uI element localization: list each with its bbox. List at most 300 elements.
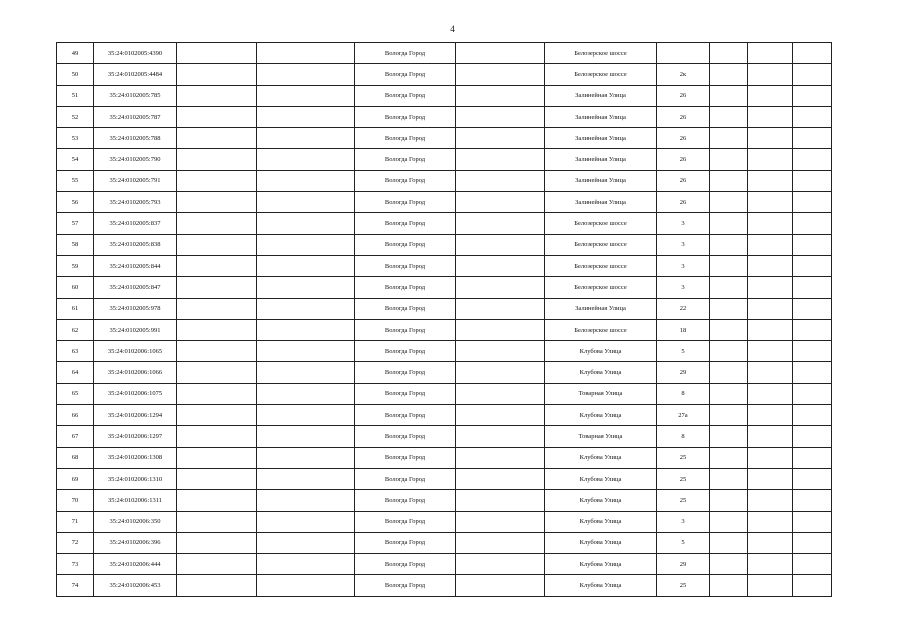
city-cell: Вологда Город (355, 554, 456, 575)
empty-cell (710, 128, 748, 149)
cadastral-number-cell: 35:24:0102005:4484 (94, 64, 177, 85)
house-cell: 26 (657, 192, 710, 213)
city-cell: Вологда Город (355, 255, 456, 276)
empty-cell (257, 554, 355, 575)
empty-cell (793, 43, 832, 64)
empty-cell (793, 554, 832, 575)
empty-cell (177, 341, 257, 362)
empty-cell (710, 319, 748, 340)
empty-cell (793, 234, 832, 255)
empty-cell (456, 128, 545, 149)
empty-cell (710, 341, 748, 362)
row-number-cell: 64 (57, 362, 94, 383)
row-number-cell: 66 (57, 405, 94, 426)
empty-cell (456, 43, 545, 64)
street-cell: Клубова Улица (545, 575, 657, 596)
empty-cell (456, 213, 545, 234)
empty-cell (710, 532, 748, 553)
empty-cell (257, 43, 355, 64)
empty-cell (748, 362, 793, 383)
empty-cell (456, 170, 545, 191)
street-cell: Клубова Улица (545, 490, 657, 511)
empty-cell (456, 511, 545, 532)
table-row (57, 298, 832, 319)
house-cell: 29 (657, 554, 710, 575)
cadastral-number-cell: 35:24:0102005:793 (94, 192, 177, 213)
city-cell: Вологда Город (355, 277, 456, 298)
city-cell: Вологда Город (355, 64, 456, 85)
city-cell: Вологда Город (355, 128, 456, 149)
empty-cell (257, 192, 355, 213)
table-body (57, 43, 832, 597)
empty-cell (793, 85, 832, 106)
empty-cell (456, 447, 545, 468)
cadastral-number-cell: 35:24:0102006:1075 (94, 383, 177, 404)
empty-cell (793, 468, 832, 489)
table-row (57, 511, 832, 532)
table-row (57, 213, 832, 234)
city-cell: Вологда Город (355, 362, 456, 383)
empty-cell (177, 192, 257, 213)
empty-cell (177, 298, 257, 319)
empty-cell (177, 447, 257, 468)
table-row (57, 192, 832, 213)
empty-cell (456, 341, 545, 362)
house-cell: 8 (657, 426, 710, 447)
empty-cell (177, 554, 257, 575)
row-number-cell: 67 (57, 426, 94, 447)
house-cell: 18 (657, 319, 710, 340)
empty-cell (793, 532, 832, 553)
table-row (57, 170, 832, 191)
empty-cell (748, 255, 793, 276)
empty-cell (177, 575, 257, 596)
empty-cell (793, 362, 832, 383)
street-cell: Белозерское шоссе (545, 43, 657, 64)
empty-cell (456, 64, 545, 85)
house-cell: 3 (657, 277, 710, 298)
street-cell: Залинейная Улица (545, 85, 657, 106)
empty-cell (710, 362, 748, 383)
street-cell: Клубова Улица (545, 511, 657, 532)
street-cell: Клубова Улица (545, 341, 657, 362)
empty-cell (177, 128, 257, 149)
page-number: 4 (450, 24, 455, 34)
empty-cell (257, 362, 355, 383)
empty-cell (710, 85, 748, 106)
street-cell: Залинейная Улица (545, 106, 657, 127)
empty-cell (456, 405, 545, 426)
row-number-cell: 63 (57, 341, 94, 362)
empty-cell (748, 405, 793, 426)
cadastral-number-cell: 35:24:0102005:847 (94, 277, 177, 298)
cadastral-number-cell: 35:24:0102006:350 (94, 511, 177, 532)
empty-cell (177, 64, 257, 85)
table-row (57, 575, 832, 596)
house-cell: 29 (657, 362, 710, 383)
row-number-cell: 56 (57, 192, 94, 213)
street-cell: Белозерское шоссе (545, 234, 657, 255)
street-cell: Товарная Улица (545, 426, 657, 447)
street-cell: Залинейная Улица (545, 149, 657, 170)
row-number-cell: 70 (57, 490, 94, 511)
empty-cell (257, 64, 355, 85)
empty-cell (257, 149, 355, 170)
city-cell: Вологда Город (355, 511, 456, 532)
street-cell: Залинейная Улица (545, 298, 657, 319)
empty-cell (257, 170, 355, 191)
empty-cell (456, 234, 545, 255)
cadastral-number-cell: 35:24:0102005:788 (94, 128, 177, 149)
empty-cell (748, 468, 793, 489)
empty-cell (748, 447, 793, 468)
cadastral-number-cell: 35:24:0102006:1310 (94, 468, 177, 489)
cadastral-number-cell: 35:24:0102005:978 (94, 298, 177, 319)
cadastral-number-cell: 35:24:0102006:1066 (94, 362, 177, 383)
empty-cell (257, 341, 355, 362)
empty-cell (748, 170, 793, 191)
empty-cell (793, 106, 832, 127)
city-cell: Вологда Город (355, 170, 456, 191)
city-cell: Вологда Город (355, 490, 456, 511)
street-cell: Клубова Улица (545, 405, 657, 426)
empty-cell (710, 149, 748, 170)
empty-cell (793, 128, 832, 149)
empty-cell (710, 426, 748, 447)
empty-cell (177, 532, 257, 553)
street-cell: Клубова Улица (545, 532, 657, 553)
empty-cell (748, 341, 793, 362)
empty-cell (793, 255, 832, 276)
table-row (57, 341, 832, 362)
table-row (57, 234, 832, 255)
cadastral-number-cell: 35:24:0102005:790 (94, 149, 177, 170)
cadastral-number-cell: 35:24:0102006:1065 (94, 341, 177, 362)
street-cell: Залинейная Улица (545, 128, 657, 149)
city-cell: Вологда Город (355, 532, 456, 553)
table-row (57, 362, 832, 383)
empty-cell (456, 362, 545, 383)
table-row (57, 554, 832, 575)
empty-cell (710, 468, 748, 489)
empty-cell (710, 383, 748, 404)
empty-cell (793, 511, 832, 532)
cadastral-number-cell: 35:24:0102005:791 (94, 170, 177, 191)
empty-cell (177, 426, 257, 447)
house-cell: 25 (657, 468, 710, 489)
street-cell: Клубова Улица (545, 447, 657, 468)
city-cell: Вологда Город (355, 85, 456, 106)
empty-cell (257, 447, 355, 468)
table-row (57, 277, 832, 298)
empty-cell (177, 149, 257, 170)
table-row (57, 128, 832, 149)
empty-cell (748, 511, 793, 532)
row-number-cell: 72 (57, 532, 94, 553)
empty-cell (456, 298, 545, 319)
street-cell: Белозерское шоссе (545, 64, 657, 85)
house-cell: 27а (657, 405, 710, 426)
empty-cell (710, 447, 748, 468)
table-row (57, 319, 832, 340)
empty-cell (793, 447, 832, 468)
empty-cell (456, 192, 545, 213)
table-row (57, 383, 832, 404)
empty-cell (257, 213, 355, 234)
empty-cell (456, 319, 545, 340)
table-row (57, 64, 832, 85)
empty-cell (793, 277, 832, 298)
house-cell: 3 (657, 255, 710, 276)
row-number-cell: 53 (57, 128, 94, 149)
street-cell: Залинейная Улица (545, 192, 657, 213)
empty-cell (177, 255, 257, 276)
empty-cell (748, 426, 793, 447)
city-cell: Вологда Город (355, 43, 456, 64)
empty-cell (710, 192, 748, 213)
empty-cell (748, 490, 793, 511)
cadastral-number-cell: 35:24:0102005:787 (94, 106, 177, 127)
street-cell: Залинейная Улица (545, 170, 657, 191)
empty-cell (456, 532, 545, 553)
city-cell: Вологда Город (355, 383, 456, 404)
empty-cell (748, 383, 793, 404)
empty-cell (177, 362, 257, 383)
empty-cell (793, 575, 832, 596)
empty-cell (748, 106, 793, 127)
empty-cell (793, 383, 832, 404)
house-cell (657, 43, 710, 64)
empty-cell (748, 234, 793, 255)
empty-cell (257, 405, 355, 426)
city-cell: Вологда Город (355, 192, 456, 213)
row-number-cell: 55 (57, 170, 94, 191)
cadastral-number-cell: 35:24:0102006:453 (94, 575, 177, 596)
row-number-cell: 68 (57, 447, 94, 468)
empty-cell (748, 128, 793, 149)
street-cell: Белозерское шоссе (545, 277, 657, 298)
empty-cell (710, 575, 748, 596)
row-number-cell: 61 (57, 298, 94, 319)
cadastral-table (56, 42, 832, 597)
empty-cell (456, 85, 545, 106)
row-number-cell: 52 (57, 106, 94, 127)
empty-cell (748, 532, 793, 553)
empty-cell (710, 170, 748, 191)
empty-cell (710, 255, 748, 276)
empty-cell (748, 85, 793, 106)
empty-cell (748, 192, 793, 213)
empty-cell (456, 106, 545, 127)
empty-cell (710, 405, 748, 426)
empty-cell (793, 298, 832, 319)
cadastral-number-cell: 35:24:0102005:4390 (94, 43, 177, 64)
street-cell: Белозерское шоссе (545, 319, 657, 340)
house-cell: 25 (657, 575, 710, 596)
cadastral-number-cell: 35:24:0102005:837 (94, 213, 177, 234)
empty-cell (177, 468, 257, 489)
empty-cell (793, 319, 832, 340)
table-row (57, 85, 832, 106)
empty-cell (710, 298, 748, 319)
empty-cell (257, 277, 355, 298)
empty-cell (257, 255, 355, 276)
empty-cell (257, 319, 355, 340)
city-cell: Вологда Город (355, 447, 456, 468)
empty-cell (257, 85, 355, 106)
empty-cell (748, 149, 793, 170)
table-row (57, 426, 832, 447)
empty-cell (456, 255, 545, 276)
empty-cell (793, 405, 832, 426)
empty-cell (177, 511, 257, 532)
empty-cell (456, 277, 545, 298)
city-cell: Вологда Город (355, 468, 456, 489)
house-cell: 3 (657, 234, 710, 255)
city-cell: Вологда Город (355, 319, 456, 340)
empty-cell (793, 341, 832, 362)
empty-cell (793, 426, 832, 447)
city-cell: Вологда Город (355, 106, 456, 127)
street-cell: Белозерское шоссе (545, 213, 657, 234)
table-row (57, 106, 832, 127)
cadastral-number-cell: 35:24:0102006:444 (94, 554, 177, 575)
empty-cell (257, 234, 355, 255)
empty-cell (748, 213, 793, 234)
row-number-cell: 65 (57, 383, 94, 404)
empty-cell (456, 383, 545, 404)
table-row (57, 43, 832, 64)
city-cell: Вологда Город (355, 234, 456, 255)
table-row (57, 255, 832, 276)
table-row (57, 447, 832, 468)
house-cell: 26 (657, 106, 710, 127)
row-number-cell: 73 (57, 554, 94, 575)
row-number-cell: 59 (57, 255, 94, 276)
row-number-cell: 58 (57, 234, 94, 255)
city-cell: Вологда Город (355, 213, 456, 234)
row-number-cell: 69 (57, 468, 94, 489)
house-cell: 5 (657, 341, 710, 362)
empty-cell (177, 383, 257, 404)
empty-cell (456, 149, 545, 170)
empty-cell (456, 468, 545, 489)
house-cell: 8 (657, 383, 710, 404)
empty-cell (177, 234, 257, 255)
empty-cell (710, 234, 748, 255)
empty-cell (456, 554, 545, 575)
cadastral-number-cell: 35:24:0102005:844 (94, 255, 177, 276)
empty-cell (177, 213, 257, 234)
house-cell: 26 (657, 85, 710, 106)
city-cell: Вологда Город (355, 405, 456, 426)
empty-cell (257, 426, 355, 447)
empty-cell (456, 575, 545, 596)
cadastral-number-cell: 35:24:0102006:1297 (94, 426, 177, 447)
house-cell: 26 (657, 170, 710, 191)
cadastral-number-cell: 35:24:0102006:1294 (94, 405, 177, 426)
street-cell: Клубова Улица (545, 362, 657, 383)
house-cell: 3 (657, 511, 710, 532)
house-cell: 25 (657, 490, 710, 511)
empty-cell (748, 554, 793, 575)
empty-cell (456, 490, 545, 511)
house-cell: 3 (657, 213, 710, 234)
city-cell: Вологда Город (355, 298, 456, 319)
empty-cell (177, 43, 257, 64)
empty-cell (257, 511, 355, 532)
cadastral-number-cell: 35:24:0102006:396 (94, 532, 177, 553)
row-number-cell: 49 (57, 43, 94, 64)
empty-cell (177, 490, 257, 511)
empty-cell (793, 149, 832, 170)
empty-cell (710, 554, 748, 575)
empty-cell (177, 85, 257, 106)
empty-cell (177, 319, 257, 340)
empty-cell (257, 383, 355, 404)
empty-cell (710, 64, 748, 85)
empty-cell (257, 298, 355, 319)
empty-cell (177, 277, 257, 298)
house-cell: 26 (657, 149, 710, 170)
empty-cell (793, 170, 832, 191)
empty-cell (177, 170, 257, 191)
house-cell: 26 (657, 128, 710, 149)
cadastral-number-cell: 35:24:0102005:838 (94, 234, 177, 255)
empty-cell (748, 64, 793, 85)
row-number-cell: 62 (57, 319, 94, 340)
table-row (57, 405, 832, 426)
cadastral-number-cell: 35:24:0102006:1308 (94, 447, 177, 468)
row-number-cell: 54 (57, 149, 94, 170)
cadastral-number-cell: 35:24:0102005:785 (94, 85, 177, 106)
city-cell: Вологда Город (355, 426, 456, 447)
table-row (57, 532, 832, 553)
empty-cell (456, 426, 545, 447)
empty-cell (177, 405, 257, 426)
house-cell: 2к (657, 64, 710, 85)
empty-cell (748, 575, 793, 596)
city-cell: Вологда Город (355, 149, 456, 170)
empty-cell (710, 277, 748, 298)
street-cell: Товарная Улица (545, 383, 657, 404)
empty-cell (748, 298, 793, 319)
street-cell: Белозерское шоссе (545, 255, 657, 276)
house-cell: 5 (657, 532, 710, 553)
house-cell: 25 (657, 447, 710, 468)
city-cell: Вологда Город (355, 341, 456, 362)
empty-cell (257, 468, 355, 489)
table-row (57, 149, 832, 170)
row-number-cell: 51 (57, 85, 94, 106)
empty-cell (748, 319, 793, 340)
empty-cell (793, 64, 832, 85)
table-row (57, 490, 832, 511)
row-number-cell: 57 (57, 213, 94, 234)
row-number-cell: 74 (57, 575, 94, 596)
empty-cell (177, 106, 257, 127)
table-row (57, 468, 832, 489)
empty-cell (793, 490, 832, 511)
house-cell: 22 (657, 298, 710, 319)
empty-cell (257, 575, 355, 596)
city-cell: Вологда Город (355, 575, 456, 596)
empty-cell (710, 511, 748, 532)
row-number-cell: 71 (57, 511, 94, 532)
street-cell: Клубова Улица (545, 468, 657, 489)
empty-cell (748, 43, 793, 64)
empty-cell (257, 106, 355, 127)
